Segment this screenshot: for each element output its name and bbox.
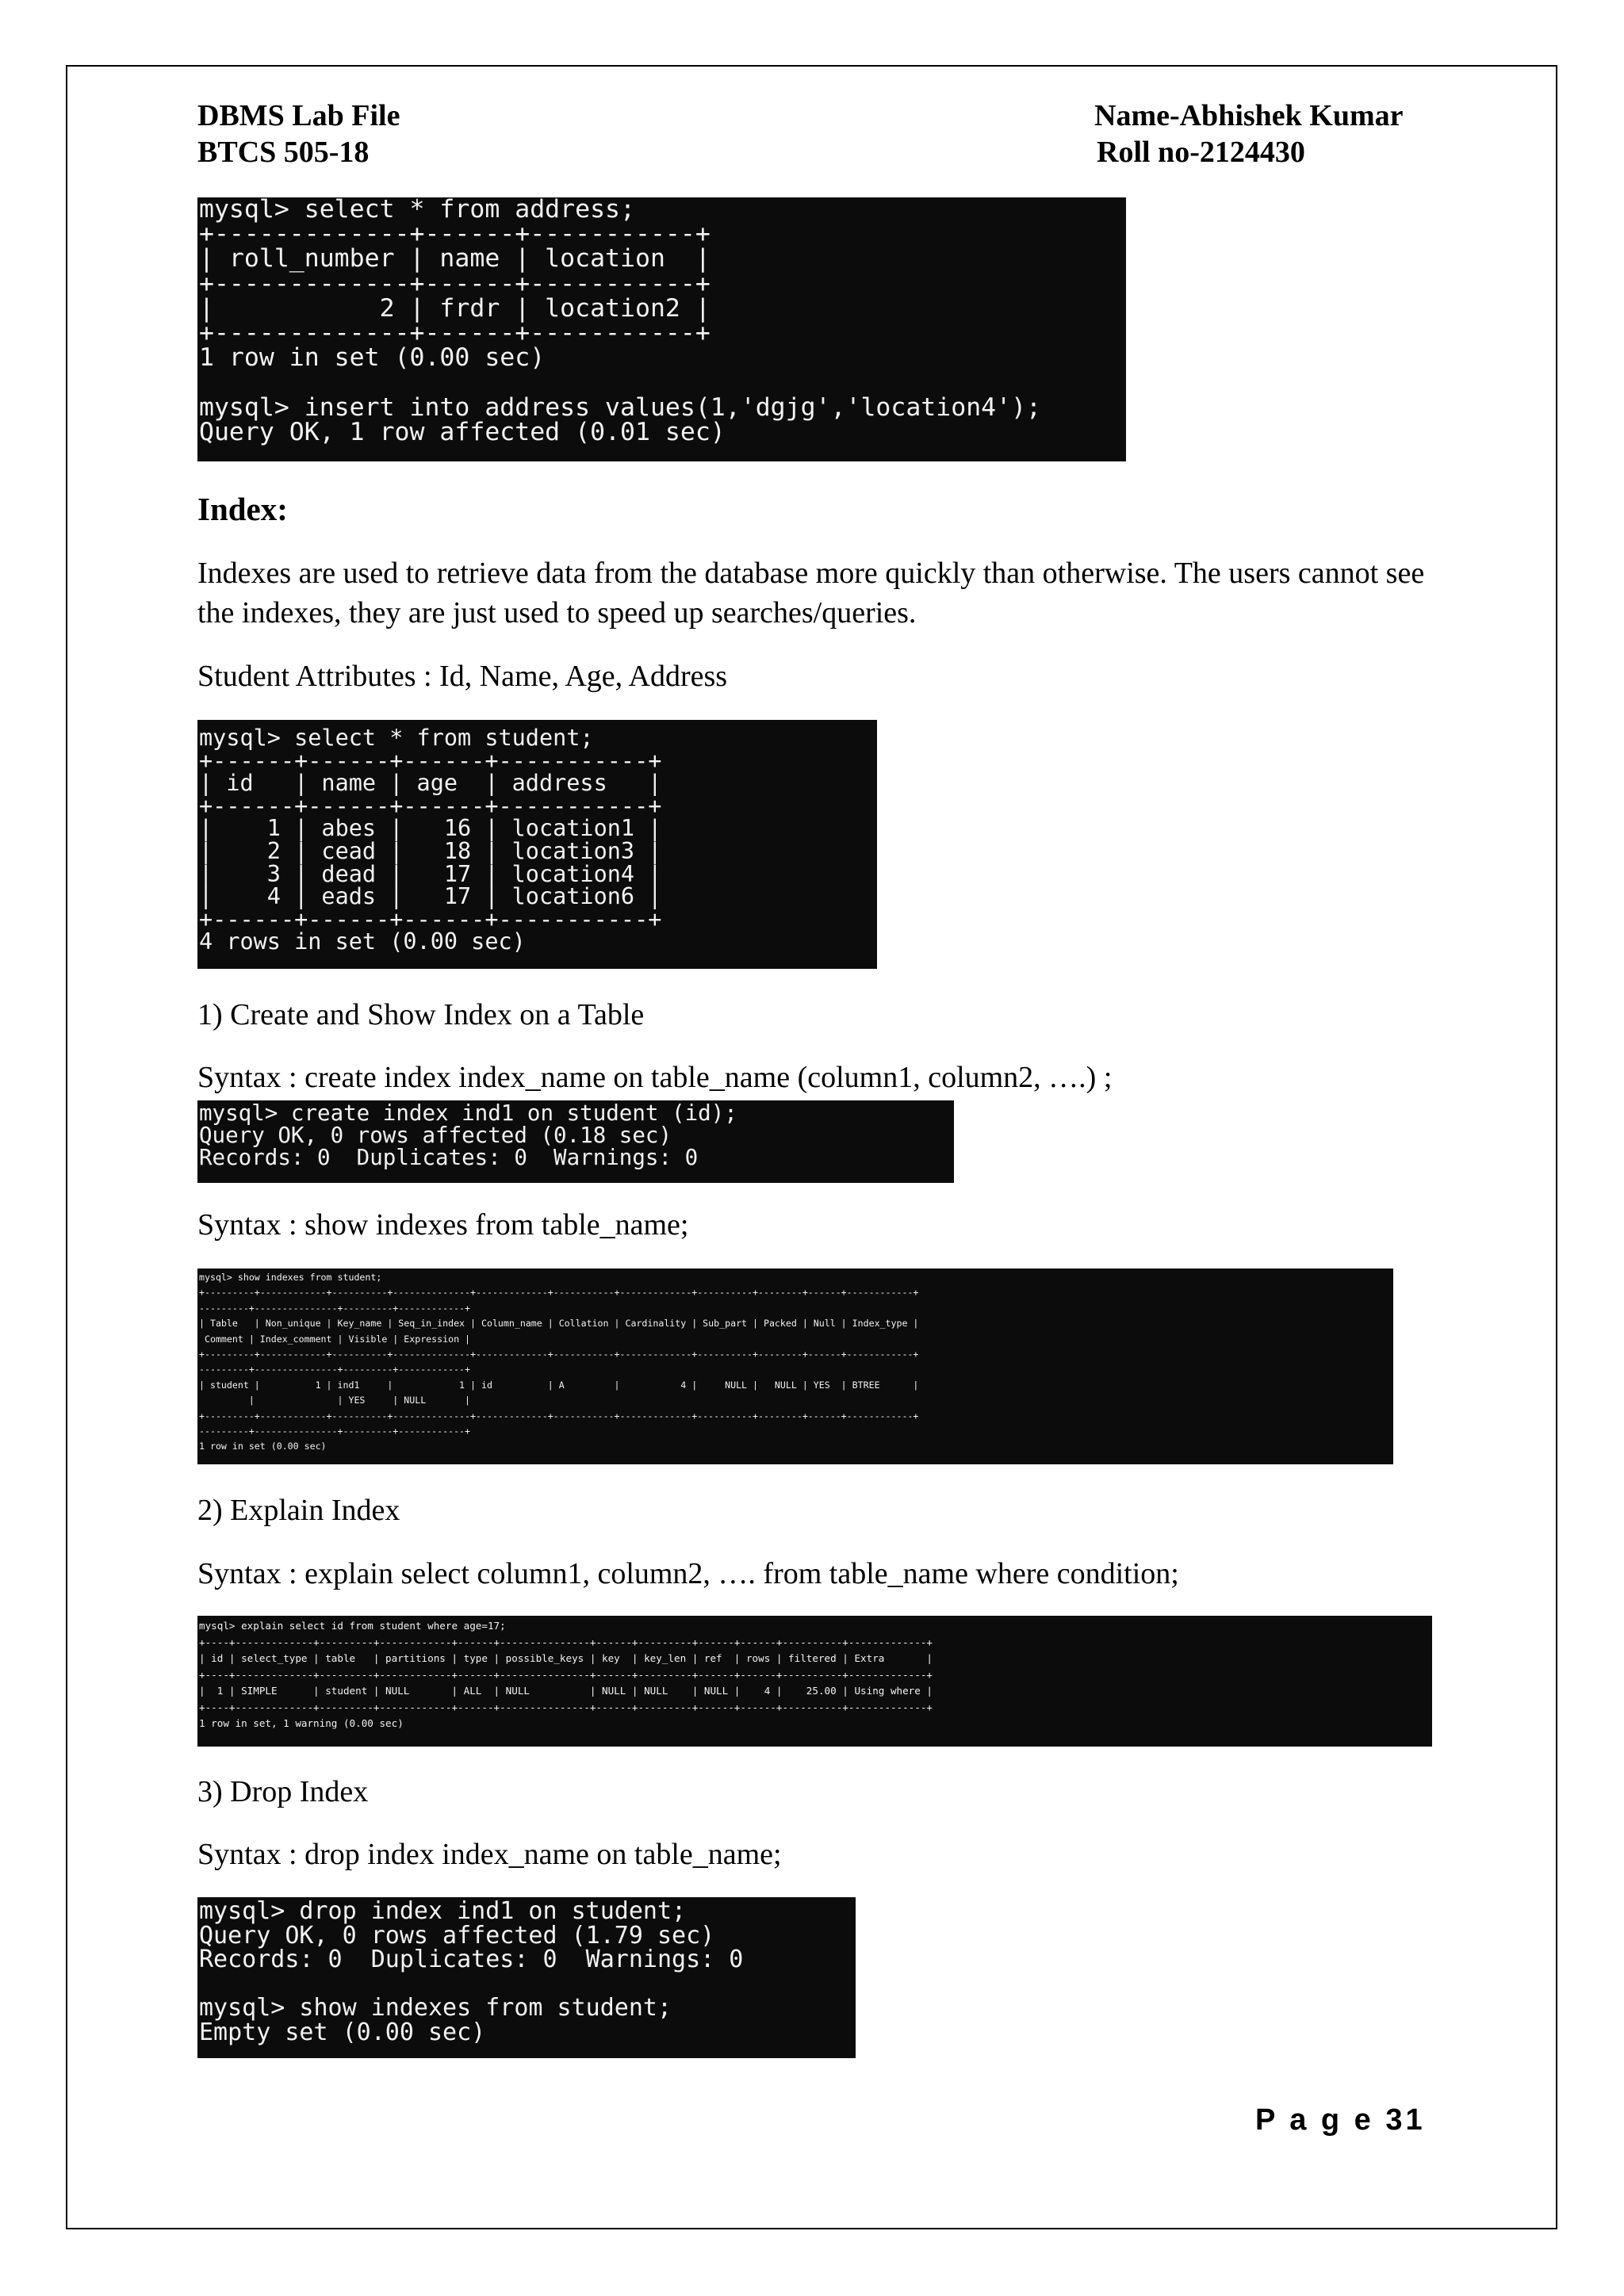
step1-title: 1) Create and Show Index on a Table [197,998,645,1031]
index-heading: Index: [197,491,288,527]
index-description: Indexes are used to retrieve data from the database more quickly than otherwise. The users cannot see the indexes, they are just used to speed up searches/queries. [197,557,1425,629]
header-roll-number: Roll no-2124430 [1097,136,1305,169]
step3-title: 3) Drop Index [197,1775,369,1808]
syntax-show-indexes: Syntax : show indexes from table_name; [197,1208,689,1242]
step2-title: 2) Explain Index [197,1494,400,1527]
header-student-name: Name-Abhishek Kumar [1094,99,1404,132]
terminal-address-query: mysql> select * from address; +-------------+------+-----------+ | roll_number | name | location | +-------------+------+-----------+ | 2 | frdr | location2 | +-------------+------+-----------+ 1 row in set (0.00 sec) mysql> insert into address values(1,'dgjg','location4'); Query OK, 1 row affected (0.01 sec) [197,197,1126,461]
header-course-code: BTCS 505-18 [197,136,370,169]
terminal-show-indexes: mysql> show indexes from student; +---------+------------+----------+--------------+-------------+-----------+-------------+----------+--------+------+------------+ ---------+---------------+---------+------------+ | Table | Non_unique | Key_name | Seq_in_index | Column_name | Collation | Cardinality | Sub_part | Packed | Null | Index_type | Comment | Index_comment | Visible | Expression | +---------+------------+----------+--------------+-------------+-----------+-------------+----------+--------+------+------------+ ---------+---------------+---------+------------+ | student | 1 | ind1 | 1 | id | A | 4 | NULL | NULL | YES | BTREE | | | YES | NULL | +---------+------------+----------+--------------+-------------+-----------+-------------+----------+--------+------+------------+ ---------+---------------+---------+------------+ 1 row in set (0.00 sec) [197,1269,1393,1464]
student-attributes-text: Student Attributes : Id, Name, Age, Address [197,660,728,693]
terminal-create-index: mysql> create index ind1 on student (id); Query OK, 0 rows affected (0.18 sec) Records: 0 Duplicates: 0 Warnings: 0 [197,1100,954,1183]
syntax-create-index: Syntax : create index index_name on table_name (column1, column2, ….) ; [197,1061,1113,1094]
terminal-student-table: mysql> select * from student; +------+------+------+-----------+ | id | name | age | address | +------+------+------+-----------+ | 1 | abes | 16 | location1 | | 2 | cead | 18 | location3 | | 3 | dead | 17 | location4 | | 4 | eads | 17 | location6 | +------+------+------+-----------+ 4 rows in set (0.00 sec) [197,720,877,969]
header-course-title: DBMS Lab File [197,99,400,132]
syntax-explain: Syntax : explain select column1, column2, …. from table_name where condition; [197,1557,1179,1590]
page-number: P a g e 31 [1255,2103,1426,2137]
terminal-drop-index: mysql> drop index ind1 on student; Query OK, 0 rows affected (1.79 sec) Records: 0 Duplicates: 0 Warnings: 0 mysql> show indexes from student; Empty set (0.00 sec) [197,1897,856,2058]
syntax-drop-index: Syntax : drop index index_name on table_name; [197,1838,782,1871]
terminal-explain: mysql> explain select id from student where age=17; +----+-------------+---------+------------+------+---------------+------+---------+------+------+----------+-------------+ | id | select_type | table | partitions | type | possible_keys | key | key_len | ref | rows | filtered | Extra | +----+-------------+---------+------------+------+---------------+------+---------+------+------+----------+-------------+ | 1 | SIMPLE | student | NULL | ALL | NULL | NULL | NULL | NULL | 4 | 25.00 | Using where | +----+-------------+---------+------------+------+---------------+------+---------+------+------+----------+-------------+ 1 row in set, 1 warning (0.00 sec) [197,1616,1432,1747]
